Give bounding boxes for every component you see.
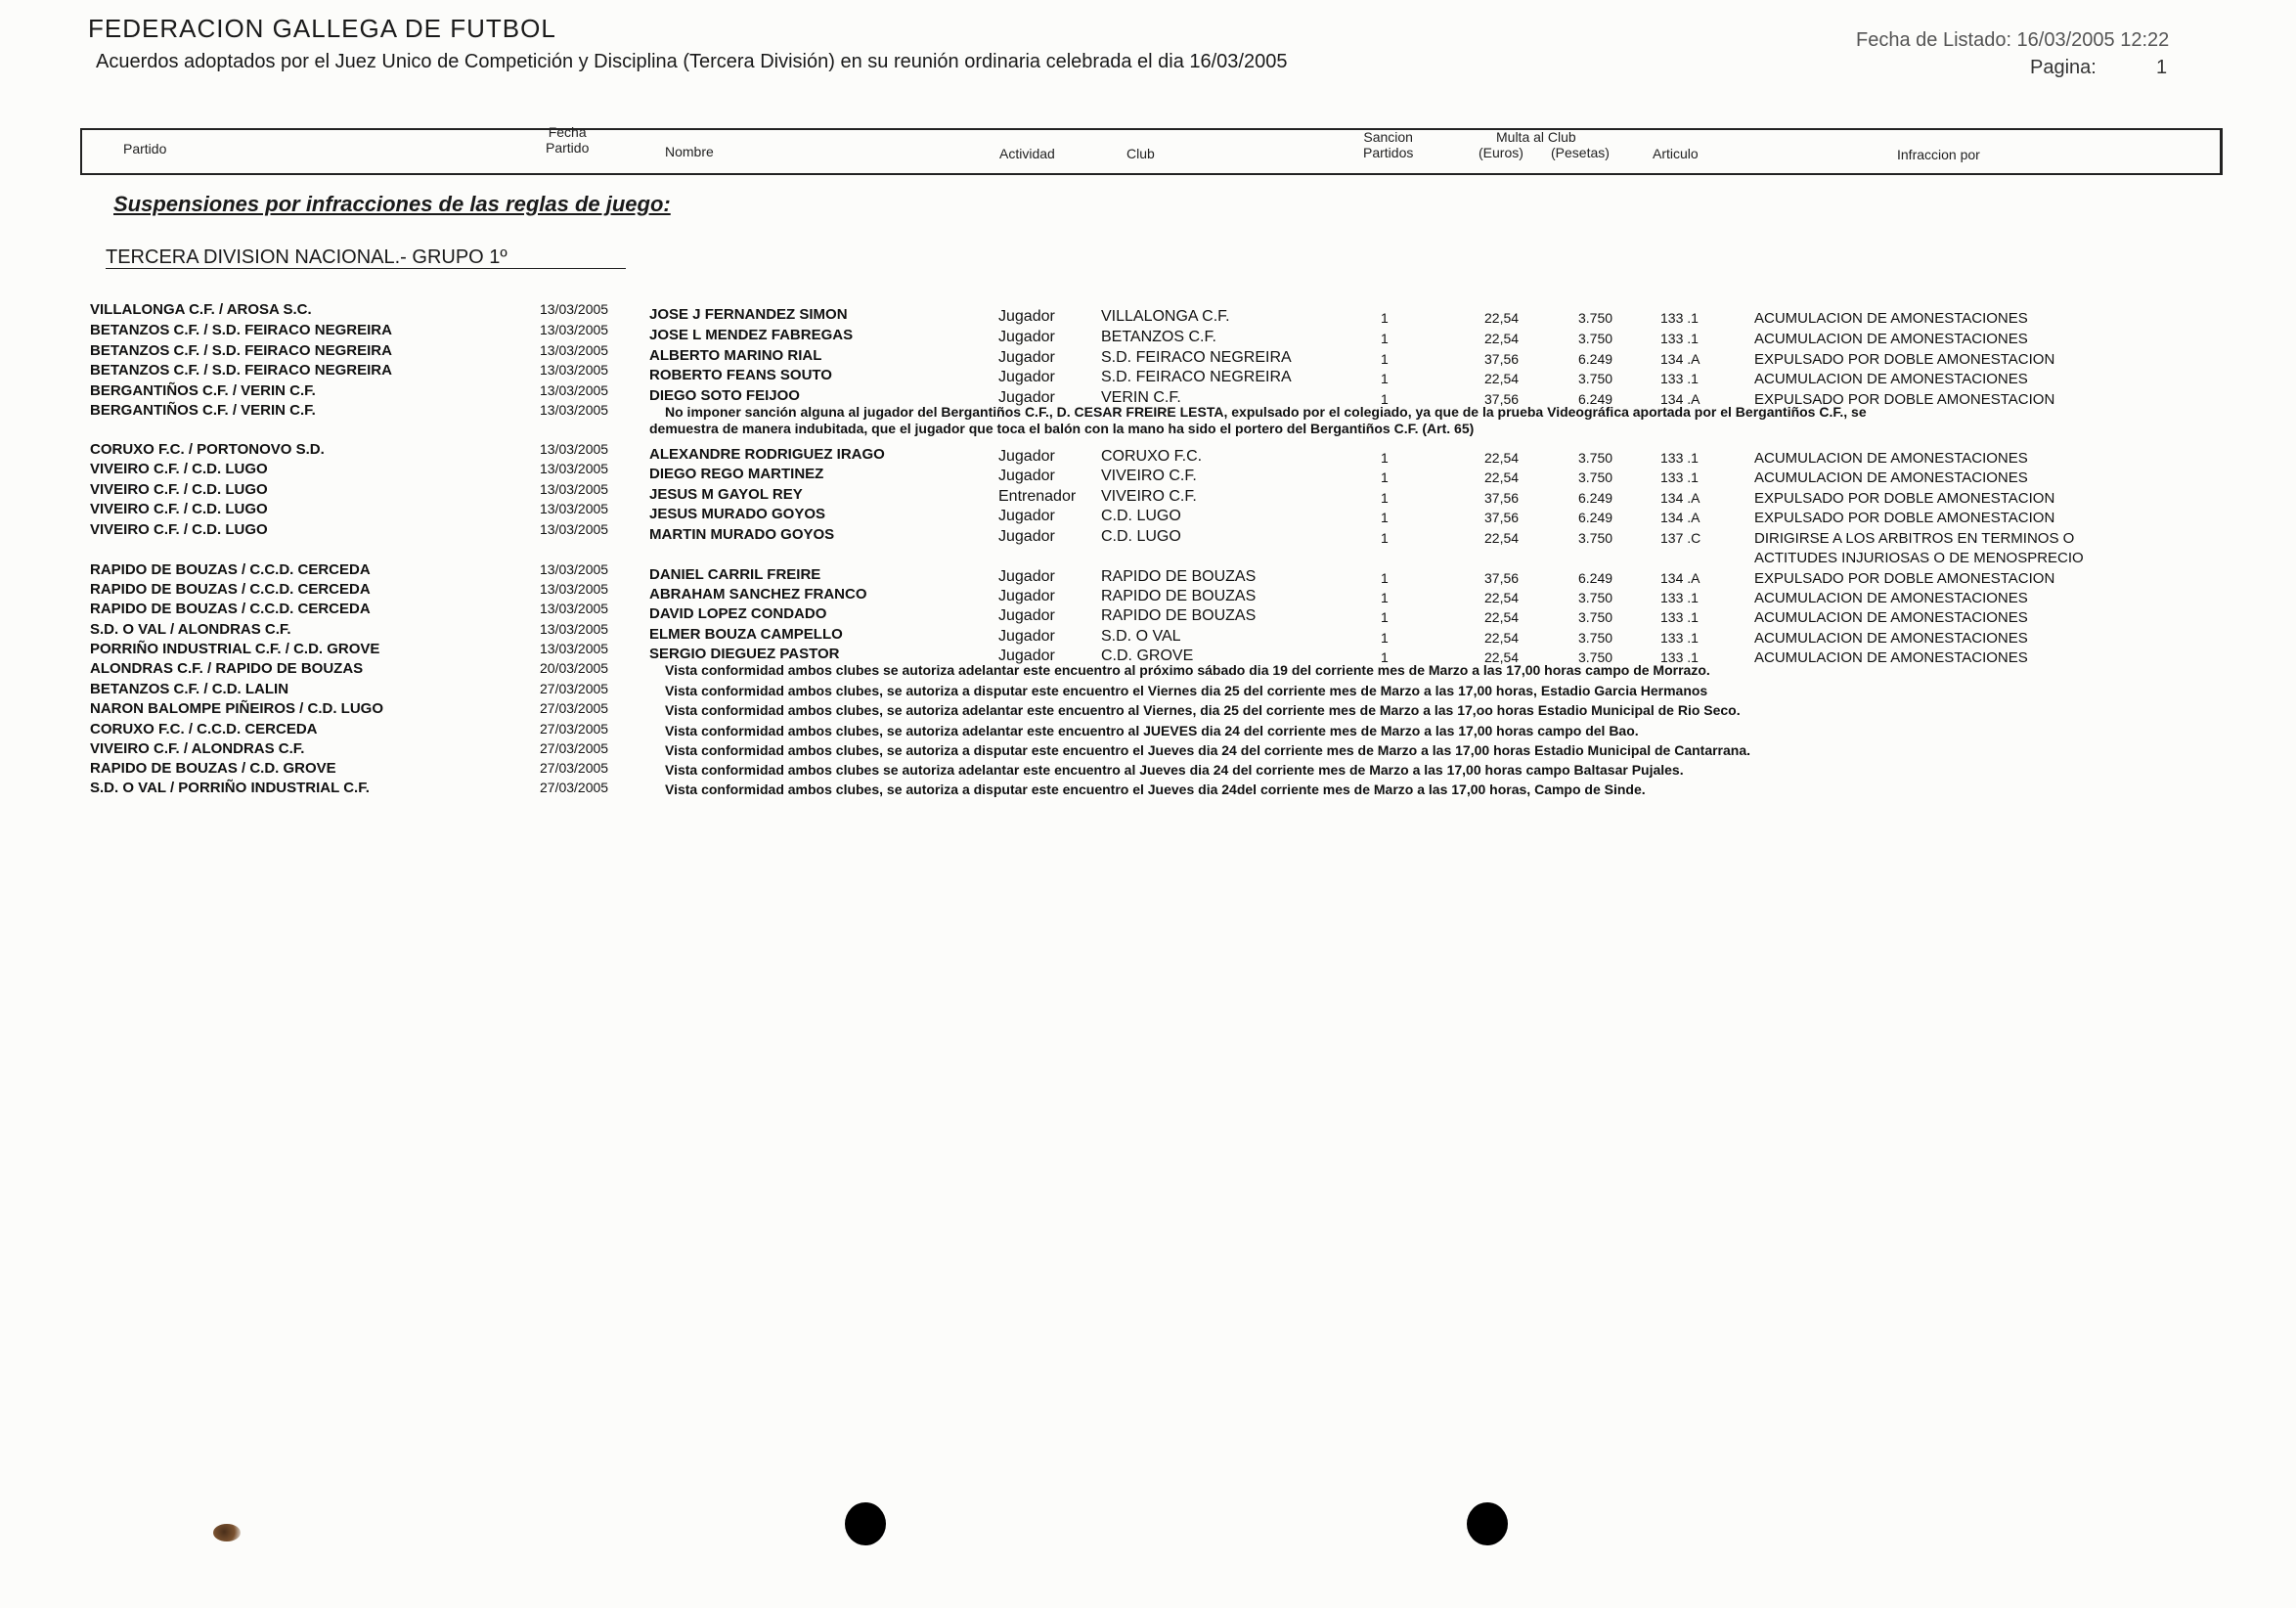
cell-multa-pesetas: 6.249 [1578,391,1613,407]
cell-infraccion: ACUMULACION DE AMONESTACIONES [1754,450,2028,467]
cell-multa-euros: 22,54 [1484,331,1520,346]
cell-multa-euros: 37,56 [1484,570,1520,586]
listing-date: Fecha de Listado: 16/03/2005 12:22 [1856,29,2170,51]
cell-nombre: ALBERTO MARINO RIAL [649,347,822,364]
cell-partido: VIVEIRO C.F. / C.D. LUGO [90,461,268,477]
cell-nombre: DIEGO SOTO FEIJOO [649,387,800,404]
table-row [0,382,2296,408]
column-header-box [80,124,2223,175]
cell-infraccion: EXPULSADO POR DOBLE AMONESTACION [1754,490,2055,507]
cell-fecha: 13/03/2005 [540,501,609,516]
table-row [0,322,2296,347]
cell-articulo: 133 .1 [1660,331,1699,346]
table-row [0,301,2296,327]
cell-actividad: Jugador [998,648,1055,664]
table-row [0,402,2296,422]
table-row [0,660,2296,680]
group-underline [106,268,626,269]
cell-multa-euros: 37,56 [1484,490,1520,506]
cell-multa-euros: 37,56 [1484,351,1520,367]
cell-partido: NARON BALOMPE PIÑEIROS / C.D. LUGO [90,700,384,717]
cell-fecha: 13/03/2005 [540,621,609,637]
cell-infraccion: ACUMULACION DE AMONESTACIONES [1754,590,2028,606]
cell-multa-pesetas: 3.750 [1578,331,1613,346]
cell-multa-euros: 22,54 [1484,450,1520,466]
cell-fecha: 27/03/2005 [540,760,609,776]
table-row [0,721,2296,740]
cell-multa-euros: 22,54 [1484,530,1520,546]
page-label: Pagina: [2030,57,2097,78]
cell-articulo: 134 .A [1660,351,1700,367]
cell-resolution-note-continued: demuestra de manera indubitada, que el jugador que toca el balón con la mano ha sido el portero del Bergantiños C.F. (Art. 65) [649,421,1475,436]
cell-articulo: 134 .A [1660,510,1700,525]
cell-sancion-partidos: 1 [1381,590,1389,605]
cell-club: RAPIDO DE BOUZAS [1101,607,1257,624]
cell-sancion-partidos: 1 [1381,331,1389,346]
cell-infraccion: ACUMULACION DE AMONESTACIONES [1754,630,2028,647]
cell-sancion-partidos: 1 [1381,609,1389,625]
cell-sancion-partidos: 1 [1381,371,1389,386]
cell-multa-pesetas: 6.249 [1578,351,1613,367]
cell-multa-pesetas: 3.750 [1578,469,1613,485]
punch-hole [845,1502,886,1545]
col-pesetas: (Pesetas) [1551,145,1610,160]
col-nombre: Nombre [665,144,714,159]
cell-sancion-partidos: 1 [1381,450,1389,466]
col-partido: Partido [123,141,167,156]
cell-nombre: MARTIN MURADO GOYOS [649,526,835,543]
cell-fecha: 13/03/2005 [540,561,609,577]
cell-actividad: Jugador [998,308,1055,325]
cell-partido: BETANZOS C.F. / S.D. FEIRACO NEGREIRA [90,362,392,379]
cell-sancion-partidos: 1 [1381,310,1389,326]
cell-partido: VIVEIRO C.F. / C.D. LUGO [90,521,268,538]
cell-club: VILLALONGA C.F. [1101,308,1230,325]
col-multa: Multa al Club [1496,129,1576,145]
cell-fecha: 13/03/2005 [540,441,609,457]
cell-resolution-note: No imponer sanción alguna al jugador del Bergantiños C.F., D. CESAR FREIRE LESTA, expulsado por el colegiado, ya que de la prueba Videográfica aportada por el Bergantiños C.F., se [665,404,1867,420]
punch-hole [1467,1502,1508,1545]
cell-multa-euros: 22,54 [1484,590,1520,605]
cell-infraccion: EXPULSADO POR DOBLE AMONESTACION [1754,351,2055,368]
cell-multa-euros: 37,56 [1484,510,1520,525]
section-title: Suspensiones por infracciones de las reglas de juego: [113,192,671,216]
cell-articulo: 133 .1 [1660,609,1699,625]
cell-partido: S.D. O VAL / PORRIÑO INDUSTRIAL C.F. [90,780,370,796]
cell-multa-euros: 22,54 [1484,630,1520,646]
cell-fecha: 27/03/2005 [540,740,609,756]
cell-articulo: 133 .1 [1660,450,1699,466]
cell-articulo: 137 .C [1660,530,1701,546]
cell-actividad: Jugador [998,448,1055,465]
cell-articulo: 134 .A [1660,391,1700,407]
cell-fecha: 27/03/2005 [540,681,609,696]
cell-nombre: DAVID LOPEZ CONDADO [649,605,827,622]
table-row [0,681,2296,700]
cell-club: S.D. FEIRACO NEGREIRA [1101,349,1292,366]
cell-club: S.D. FEIRACO NEGREIRA [1101,369,1292,385]
cell-fecha: 13/03/2005 [540,322,609,337]
page-number: 1 [2156,57,2168,78]
cell-partido: BETANZOS C.F. / S.D. FEIRACO NEGREIRA [90,322,392,338]
cell-club: RAPIDO DE BOUZAS [1101,588,1257,604]
cell-club: C.D. GROVE [1101,648,1194,664]
cell-sancion-partidos: 1 [1381,630,1389,646]
cell-nombre: DANIEL CARRIL FREIRE [649,566,821,583]
cell-infraccion: EXPULSADO POR DOBLE AMONESTACION [1754,570,2055,587]
cell-sancion-partidos: 1 [1381,510,1389,525]
cell-multa-pesetas: 3.750 [1578,310,1613,326]
cell-infraccion: ACUMULACION DE AMONESTACIONES [1754,331,2028,347]
col-actividad: Actividad [999,146,1055,161]
cell-infraccion: ACUMULACION DE AMONESTACIONES [1754,469,2028,486]
cell-partido: RAPIDO DE BOUZAS / C.C.D. CERCEDA [90,561,371,578]
cell-partido: VIVEIRO C.F. / C.D. LUGO [90,481,268,498]
cell-sancion-partidos: 1 [1381,391,1389,407]
col-sancion-line2: Partidos [1363,145,1414,160]
cell-club: C.D. LUGO [1101,528,1181,545]
cell-partido: RAPIDO DE BOUZAS / C.D. GROVE [90,760,336,777]
table-row [0,780,2296,799]
cell-multa-euros: 22,54 [1484,469,1520,485]
table-row [0,461,2296,486]
cell-partido: VILLALONGA C.F. / AROSA S.C. [90,301,312,318]
cell-club: VIVEIRO C.F. [1101,468,1197,484]
cell-actividad: Jugador [998,349,1055,366]
cell-articulo: 133 .1 [1660,649,1699,665]
cell-nombre: JESUS M GAYOL REY [649,486,803,503]
cell-nombre: DIEGO REGO MARTINEZ [649,466,824,482]
table-row [0,621,2296,647]
col-sancion [1363,129,1413,160]
cell-sancion-partidos: 1 [1381,469,1389,485]
cell-actividad: Jugador [998,607,1055,624]
cell-multa-pesetas: 3.750 [1578,630,1613,646]
cell-multa-pesetas: 3.750 [1578,450,1613,466]
cell-actividad: Jugador [998,329,1055,345]
cell-resolution-note: Vista conformidad ambos clubes, se autoriza adelantar este encuentro al Viernes, dia 25 del corriente mes de Marzo a las 17,oo horas Estadio Municipal de Rio Seco. [665,702,1741,718]
cell-fecha: 13/03/2005 [540,362,609,378]
cell-club: CORUXO F.C. [1101,448,1203,465]
cell-actividad: Jugador [998,508,1055,524]
cell-nombre: ROBERTO FEANS SOUTO [649,367,832,383]
cell-actividad: Jugador [998,628,1055,645]
cell-articulo: 133 .1 [1660,371,1699,386]
cell-partido: RAPIDO DE BOUZAS / C.C.D. CERCEDA [90,581,371,598]
cell-partido: PORRIÑO INDUSTRIAL C.F. / C.D. GROVE [90,641,380,657]
cell-multa-pesetas: 6.249 [1578,490,1613,506]
cell-multa-euros: 22,54 [1484,371,1520,386]
table-row [0,342,2296,368]
cell-club: VIVEIRO C.F. [1101,488,1197,505]
table-row [0,740,2296,760]
cell-club: RAPIDO DE BOUZAS [1101,568,1257,585]
cell-fecha: 27/03/2005 [540,721,609,737]
col-club: Club [1126,146,1155,161]
cell-fecha: 13/03/2005 [540,301,609,317]
cell-fecha: 13/03/2005 [540,402,609,418]
cell-partido: VIVEIRO C.F. / C.D. LUGO [90,501,268,517]
cell-infraccion: ACUMULACION DE AMONESTACIONES [1754,649,2028,666]
cell-nombre: JOSE L MENDEZ FABREGAS [649,327,854,343]
cell-nombre: ALEXANDRE RODRIGUEZ IRAGO [649,446,885,463]
table-row [0,601,2296,626]
cell-actividad: Jugador [998,528,1055,545]
table-row [0,561,2296,587]
cell-articulo: 133 .1 [1660,630,1699,646]
cell-resolution-note: Vista conformidad ambos clubes se autoriza adelantar este encuentro al Jueves dia 24 del corriente mes de Marzo a las 17,00 horas campo Baltasar Pujales. [665,762,1684,778]
cell-fecha: 13/03/2005 [540,382,609,398]
cell-fecha: 13/03/2005 [540,342,609,358]
cell-partido: RAPIDO DE BOUZAS / C.C.D. CERCEDA [90,601,371,617]
cell-nombre: JOSE J FERNANDEZ SIMON [649,306,848,323]
cell-sancion-partidos: 1 [1381,490,1389,506]
cell-fecha: 13/03/2005 [540,641,609,656]
cell-multa-euros: 22,54 [1484,310,1520,326]
cell-articulo: 134 .A [1660,570,1700,586]
table-row [0,700,2296,720]
cell-actividad: Jugador [998,369,1055,385]
cell-fecha: 13/03/2005 [540,461,609,476]
document-subtitle: Acuerdos adoptados por el Juez Unico de Competición y Disciplina (Tercera División) en su reunión ordinaria celebrada el dia 16/03/2005 [96,51,1288,72]
cell-partido: BETANZOS C.F. / S.D. FEIRACO NEGREIRA [90,342,392,359]
organization-title: FEDERACION GALLEGA DE FUTBOL [88,14,556,43]
cell-partido: CORUXO F.C. / PORTONOVO S.D. [90,441,325,458]
paper-stain [213,1524,241,1541]
table-row [0,760,2296,780]
cell-club: S.D. O VAL [1101,628,1181,645]
cell-fecha: 27/03/2005 [540,780,609,795]
cell-sancion-partidos: 1 [1381,351,1389,367]
cell-resolution-note: Vista conformidad ambos clubes, se autoriza a disputar este encuentro el Jueves dia 24 del corriente mes de Marzo a las 17,00 horas Estadio Municipal de Cantarrana. [665,742,1751,758]
table-row [0,641,2296,666]
cell-multa-euros: 37,56 [1484,391,1520,407]
cell-partido: S.D. O VAL / ALONDRAS C.F. [90,621,291,638]
cell-infraccion: DIRIGIRSE A LOS ARBITROS EN TERMINOS O [1754,530,2075,547]
table-row [0,501,2296,526]
table-row [0,362,2296,387]
col-fecha [546,124,589,156]
cell-infraccion: EXPULSADO POR DOBLE AMONESTACION [1754,391,2055,408]
table-row [0,581,2296,606]
col-articulo: Articulo [1653,146,1699,161]
table-row [0,441,2296,467]
cell-multa-pesetas: 6.249 [1578,570,1613,586]
cell-infraccion: ACUMULACION DE AMONESTACIONES [1754,310,2028,327]
cell-infraccion: EXPULSADO POR DOBLE AMONESTACION [1754,510,2055,526]
cell-articulo: 133 .1 [1660,310,1699,326]
table-row [0,521,2296,547]
col-sancion-line1: Sancion [1363,129,1413,145]
cell-multa-pesetas: 3.750 [1578,371,1613,386]
table-row [0,481,2296,507]
cell-actividad: Entrenador [998,488,1077,505]
cell-actividad: Jugador [998,588,1055,604]
cell-infraccion-continued: ACTITUDES INJURIOSAS O DE MENOSPRECIO [1754,550,2084,566]
cell-fecha: 13/03/2005 [540,481,609,497]
cell-partido: CORUXO F.C. / C.C.D. CERCEDA [90,721,318,737]
cell-fecha: 20/03/2005 [540,660,609,676]
cell-actividad: Jugador [998,468,1055,484]
cell-multa-pesetas: 3.750 [1578,649,1613,665]
cell-club: VERIN C.F. [1101,389,1181,406]
cell-articulo: 133 .1 [1660,590,1699,605]
cell-sancion-partidos: 1 [1381,530,1389,546]
cell-partido: BETANZOS C.F. / C.D. LALIN [90,681,289,697]
cell-multa-pesetas: 3.750 [1578,590,1613,605]
cell-fecha: 27/03/2005 [540,700,609,716]
col-fecha-line2: Partido [546,140,590,156]
cell-actividad: Jugador [998,389,1055,406]
cell-articulo: 134 .A [1660,490,1700,506]
cell-resolution-note: Vista conformidad ambos clubes, se autoriza a disputar este encuentro el Viernes dia 25 del corriente mes de Marzo a las 17,00 horas, Estadio Garcia Hermanos [665,683,1708,698]
cell-fecha: 13/03/2005 [540,601,609,616]
group-title: TERCERA DIVISION NACIONAL.- GRUPO 1º [106,246,508,268]
cell-sancion-partidos: 1 [1381,570,1389,586]
cell-multa-euros: 22,54 [1484,609,1520,625]
col-fecha-line1: Fecha [548,124,587,140]
cell-club: C.D. LUGO [1101,508,1181,524]
cell-multa-pesetas: 3.750 [1578,609,1613,625]
cell-fecha: 13/03/2005 [540,521,609,537]
cell-infraccion: ACUMULACION DE AMONESTACIONES [1754,371,2028,387]
cell-multa-euros: 22,54 [1484,649,1520,665]
cell-resolution-note: Vista conformidad ambos clubes, se autoriza a disputar este encuentro el Jueves dia 24del corriente mes de Marzo a las 17,00 horas, Campo de Sinde. [665,782,1646,797]
cell-actividad: Jugador [998,568,1055,585]
cell-fecha: 13/03/2005 [540,581,609,597]
cell-articulo: 133 .1 [1660,469,1699,485]
cell-multa-pesetas: 3.750 [1578,530,1613,546]
cell-nombre: ELMER BOUZA CAMPELLO [649,626,843,643]
cell-resolution-note: Vista conformidad ambos clubes, se autoriza adelantar este encuentro al JUEVES dia 24 del corriente mes de Marzo a las 17,00 horas campo del Bao. [665,723,1639,738]
cell-nombre: JESUS MURADO GOYOS [649,506,826,522]
cell-partido: VIVEIRO C.F. / ALONDRAS C.F. [90,740,305,757]
cell-resolution-note: Vista conformidad ambos clubes se autoriza adelantar este encuentro al próximo sábado dia 19 del corriente mes de Marzo a las 17,00 horas campo de Morrazo. [665,662,1710,678]
cell-infraccion: ACUMULACION DE AMONESTACIONES [1754,609,2028,626]
col-infraccion: Infraccion por [1897,147,1980,162]
col-euros: (Euros) [1479,145,1523,160]
cell-partido: BERGANTIÑOS C.F. / VERIN C.F. [90,382,316,399]
cell-partido: ALONDRAS C.F. / RAPIDO DE BOUZAS [90,660,364,677]
cell-club: BETANZOS C.F. [1101,329,1216,345]
cell-nombre: ABRAHAM SANCHEZ FRANCO [649,586,867,603]
cell-multa-pesetas: 6.249 [1578,510,1613,525]
cell-sancion-partidos: 1 [1381,649,1389,665]
cell-partido: BERGANTIÑOS C.F. / VERIN C.F. [90,402,316,419]
cell-nombre: SERGIO DIEGUEZ PASTOR [649,646,840,662]
